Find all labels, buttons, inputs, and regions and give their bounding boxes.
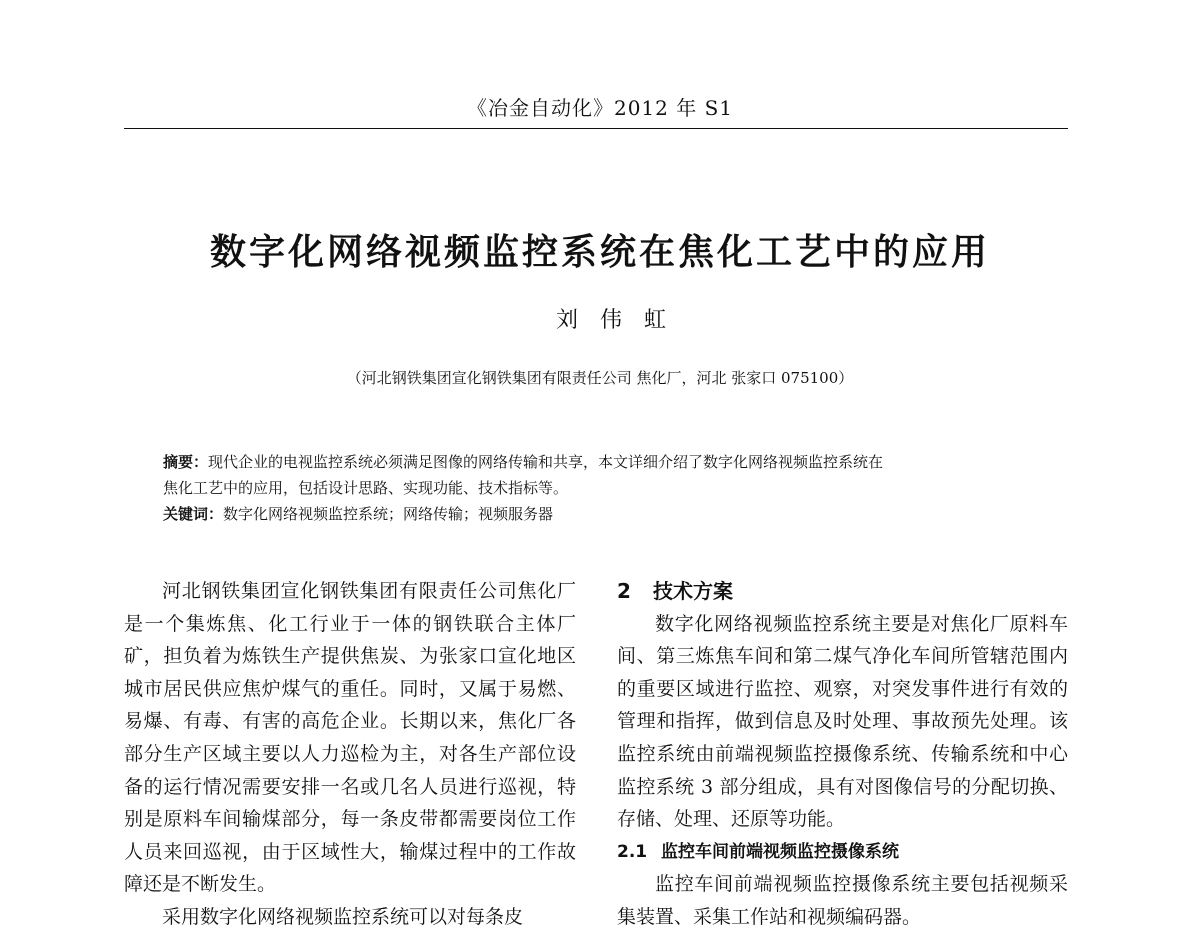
keywords (163, 501, 1043, 527)
abstract-text-line2: 焦化工艺中的应用，包括设计思路、实现功能、技术指标等。 (163, 479, 569, 497)
abstract-label: 摘要： (163, 453, 209, 471)
left-column (124, 575, 576, 934)
abstract-line2 (163, 475, 1043, 501)
keywords-text: 数字化网络视频监控系统；网络传输；视频服务器 (223, 505, 554, 523)
right-paragraph-2: 监控车间前端视频监控摄像系统主要包括视频采集装置、采集工作站和视频编码器。 (617, 873, 1068, 928)
abstract (163, 449, 1043, 475)
left-paragraph-1: 河北钢铁集团宣化钢铁集团有限责任公司焦化厂是一个集炼焦、化工行业于一体的钢铁联合主体厂矿，担负着为炼铁生产提供焦炭、为张家口宣化地区城市居民供应焦炉煤气的重任。同时，又属于易燃、易爆、有毒、有害的高危企业。长期以来，焦化厂各部分生产区域主要以人力巡检为主，对各生产部位设备的运行情况需要安排一名或几名人员进行巡视，特别是原料车间输煤部分，每一条皮带都需要岗位工作人员来回巡视，由于区域性大，输煤过程中的工作故障还是不断发生。 (124, 580, 576, 896)
abstract-block (163, 449, 1043, 527)
author: 刘伟虹 (555, 308, 688, 333)
affiliation: （河北钢铁集团宣化钢铁集团有限责任公司 焦化厂，河北 张家口 075100） (346, 369, 854, 387)
subsection-number: 2.1 (617, 841, 648, 862)
journal-header: 《冶金自动化》2012 年 S1 (466, 96, 734, 120)
section-heading (617, 575, 1068, 608)
subsection-heading (617, 836, 1068, 869)
right-column (617, 575, 1068, 934)
section-number: 2 (617, 579, 631, 603)
subsection-title: 监控车间前端视频监控摄像系统 (661, 841, 899, 862)
paper-title: 数字化网络视频监控系统在焦化工艺中的应用 (209, 232, 990, 273)
keywords-label: 关键词： (163, 505, 224, 523)
abstract-text-line1: 现代企业的电视监控系统必须满足图像的网络传输和共享，本文详细介绍了数字化网络视频监控系统在 (208, 453, 884, 471)
left-paragraph-2: 采用数字化网络视频监控系统可以对每条皮 (162, 905, 524, 928)
header-rule (124, 128, 1068, 129)
right-paragraph-1: 数字化网络视频监控系统主要是对焦化厂原料车间、第三炼焦车间和第二煤气净化车间所管辖范围内的重要区域进行监控、观察，对突发事件进行有效的管理和指挥，做到信息及时处理、事故预先处理。该监控系统由前端视频监控摄像系统、传输系统和中心监控系统 3 部分组成，具有对图像信号的分配切换、存储、处理、还原等功能。 (617, 612, 1068, 831)
section-title: 技术方案 (653, 579, 733, 603)
